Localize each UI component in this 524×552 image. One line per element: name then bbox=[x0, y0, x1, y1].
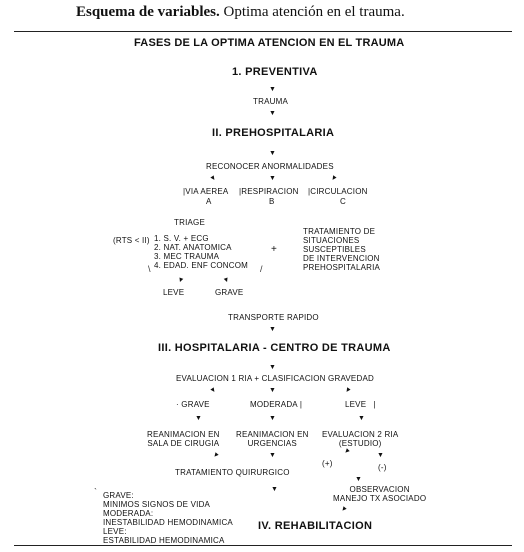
figure-caption bbox=[76, 4, 405, 21]
arrow-down-icon: ▼ bbox=[271, 486, 278, 493]
negative-mark: (-) bbox=[378, 463, 387, 472]
bracket-left-mark: \ bbox=[148, 264, 151, 274]
caption-rest: Optima atención en el trauma. bbox=[223, 4, 405, 20]
triage-criteria-list: 1. S. V. + ECG 2. NAT. ANATOMICA 3. MEC TRAUMA 4. EDAD. ENF CONCOM bbox=[154, 234, 249, 270]
via-aerea-text: VIA AEREA bbox=[185, 187, 229, 196]
arrow-down-icon: ▼ bbox=[176, 276, 185, 285]
arrow-down-icon: ▼ bbox=[269, 86, 276, 93]
moderada-hosp-text: MODERADA bbox=[250, 400, 298, 409]
evaluacion-primaria-label: EVALUACION 1 RIA + CLASIFICACION GRAVEDAD bbox=[176, 374, 374, 383]
via-aerea-label: |VIA AEREA bbox=[183, 187, 229, 196]
caption-bold: Esquema de variables. bbox=[76, 4, 220, 20]
rts-label: (RTS < II) bbox=[113, 236, 150, 245]
leve-hosp-text: LEVE bbox=[345, 400, 367, 409]
via-aerea-letter: A bbox=[206, 197, 212, 206]
transporte-rapido-label: TRANSPORTE RAPIDO bbox=[228, 313, 319, 322]
arrow-down-icon: ▼ bbox=[208, 385, 219, 396]
arrow-down-icon: ▼ bbox=[341, 446, 352, 457]
top-rule bbox=[14, 31, 512, 32]
arrow-down-icon: ▼ bbox=[338, 504, 349, 515]
respiracion-letter: B bbox=[269, 197, 275, 206]
circulacion-text: CIRCULACION bbox=[310, 187, 368, 196]
arrow-down-icon: ▼ bbox=[269, 452, 276, 459]
reanimacion-urgencias-label: REANIMACION EN URGENCIAS bbox=[236, 430, 309, 448]
arrow-down-icon: ▼ bbox=[269, 175, 276, 182]
triage-plus-sign: + bbox=[271, 244, 278, 255]
grave-hosp-text: GRAVE bbox=[181, 400, 210, 409]
arrow-down-icon: ▼ bbox=[358, 415, 365, 422]
phase-rehabilitacion-heading: IV. REHABILITACION bbox=[258, 520, 373, 532]
leve-hosp-label: LEVE | bbox=[345, 400, 376, 409]
grave-prehosp-label: GRAVE bbox=[215, 288, 244, 297]
evaluacion-secundaria-label: EVALUACION 2 RIA (ESTUDIO) bbox=[322, 430, 399, 448]
moderada-hosp-label: MODERADA | bbox=[250, 400, 303, 409]
circulacion-letter: C bbox=[340, 197, 346, 206]
phase-hospitalaria-heading: III. HOSPITALARIA - CENTRO DE TRAUMA bbox=[158, 342, 391, 354]
reanimacion-cirugia-label: REANIMACION EN SALA DE CIRUGIA bbox=[147, 430, 220, 448]
circulacion-label: |CIRCULACION bbox=[308, 187, 368, 196]
diagram-title: FASES DE LA OPTIMA ATENCION EN EL TRAUMA bbox=[134, 37, 405, 49]
positive-mark: (+) bbox=[322, 459, 333, 468]
arrow-down-icon: ▼ bbox=[328, 173, 339, 184]
severity-legend: GRAVE: MINIMOS SIGNOS DE VIDA MODERADA: INESTABILIDAD HEMODINAMICA LEVE: ESTABILIDAD HEMODINAMICA bbox=[103, 491, 233, 545]
grave-hosp-label: · GRAVE bbox=[176, 400, 210, 409]
respiracion-label: |RESPIRACION bbox=[239, 187, 299, 196]
triage-label: TRIAGE bbox=[174, 218, 205, 227]
phase-preventiva-heading: 1. PREVENTIVA bbox=[232, 66, 318, 78]
arrow-down-icon: ▼ bbox=[269, 364, 276, 371]
phase-prehospitalaria-heading: II. PREHOSPITALARIA bbox=[212, 127, 335, 139]
respiracion-text: RESPIRACION bbox=[241, 187, 299, 196]
arrow-down-icon: ▼ bbox=[377, 452, 384, 459]
arrow-down-icon: ▼ bbox=[195, 415, 202, 422]
arrow-down-icon: ▼ bbox=[269, 415, 276, 422]
arrow-down-icon: ▼ bbox=[355, 476, 362, 483]
leve-prehosp-label: LEVE bbox=[163, 288, 185, 297]
arrow-down-icon: ▼ bbox=[208, 173, 219, 184]
bottom-rule bbox=[14, 545, 512, 546]
legend-tick-mark: ` bbox=[94, 487, 97, 497]
tratamiento-quirurgico-label: TRATAMIENTO QUIRURGICO bbox=[175, 468, 290, 477]
arrow-down-icon: ▼ bbox=[269, 110, 276, 117]
trauma-label: TRAUMA bbox=[253, 97, 288, 106]
bracket-right-mark: / bbox=[260, 264, 263, 274]
tratamiento-prehospitalario: TRATAMIENTO DE SITUACIONES SUSCEPTIBLES DE INTERVENCION PREHOSPITALARIA bbox=[303, 227, 381, 272]
arrow-down-icon: ▼ bbox=[269, 387, 276, 394]
arrow-down-icon: ▼ bbox=[269, 150, 276, 157]
reconocer-anormalidades-label: RECONOCER ANORMALIDADES bbox=[206, 162, 334, 171]
arrow-down-icon: ▼ bbox=[222, 276, 231, 285]
observacion-label: OBSERVACION MANEJO TX ASOCIADO bbox=[333, 485, 427, 503]
arrow-down-icon: ▼ bbox=[210, 450, 221, 461]
arrow-down-icon: ▼ bbox=[269, 326, 276, 333]
arrow-down-icon: ▼ bbox=[342, 385, 353, 396]
